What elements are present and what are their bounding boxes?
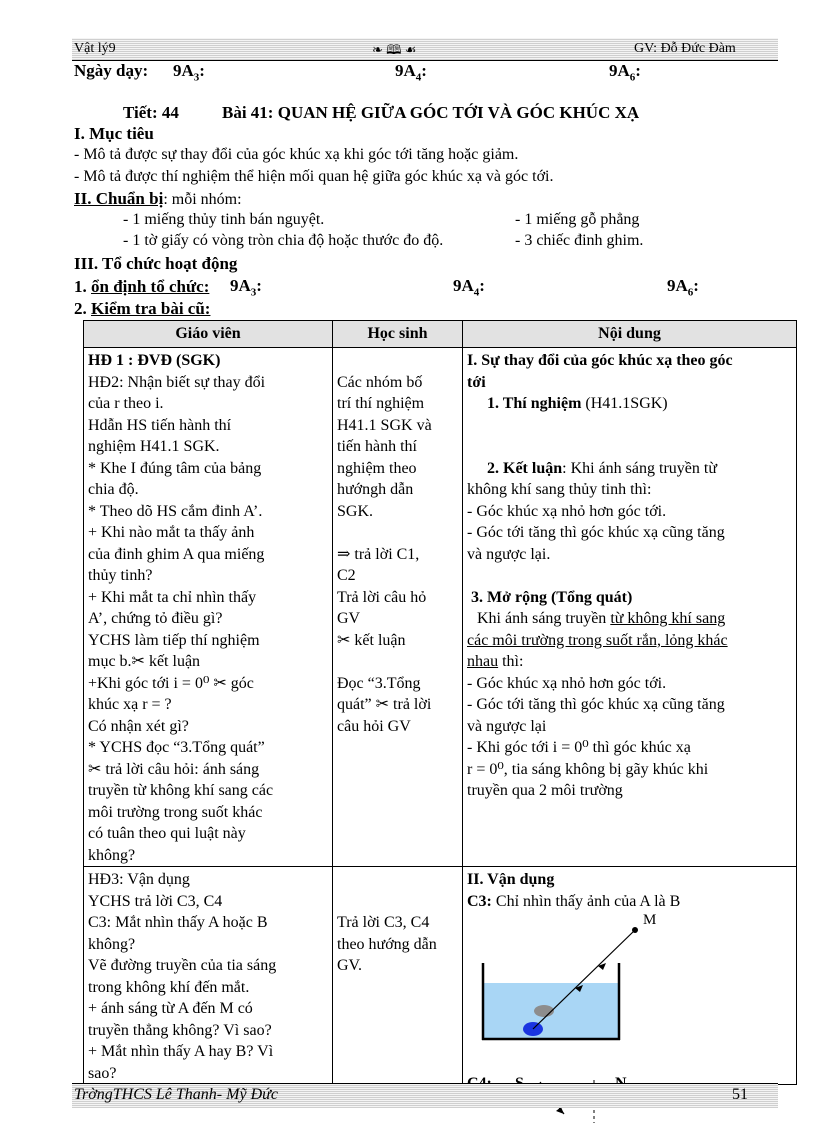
table-row: [84, 867, 797, 1085]
text-line: GV: [337, 610, 361, 627]
text-line: thủy tinh?: [88, 567, 153, 584]
text-line: + ánh sáng từ A đến M có: [88, 1000, 253, 1017]
class-1: $9A_3$:: [173, 61, 205, 84]
text-line: và ngược lại.: [467, 545, 551, 563]
text-line: không khí sang thủy tinh thì:: [467, 481, 652, 498]
text-line: tiến hành thí: [337, 438, 417, 455]
c3-answer: C3: Chỉ nhìn thấy ảnh của A là B: [467, 892, 681, 910]
general-line: nhau thì:: [467, 653, 524, 670]
text-line: trong không khí đến mắt.: [88, 978, 250, 996]
student-cell-1: [333, 348, 463, 867]
text-line: + Mắt nhìn thấy A hay B? Vì: [88, 1043, 274, 1060]
text-line: Có nhận xét gì?: [88, 717, 189, 735]
text-line: nghiệm theo: [337, 459, 417, 477]
text-line: của r theo i.: [88, 395, 164, 412]
text-line: quát” ✂ trả lời: [337, 696, 432, 713]
text-line: A’, chứng tỏ điều gì?: [88, 610, 223, 627]
content-cell-2: [463, 867, 797, 1085]
text-line: sao?: [88, 1064, 117, 1082]
page-header: [72, 38, 778, 61]
table-header-row: [84, 321, 797, 348]
teaching-day-label: Ngày dạy:: [74, 61, 149, 80]
text-line: Hdẫn HS tiến hành thí: [88, 416, 232, 434]
lesson-table: [83, 320, 797, 1085]
text-line: C2: [337, 567, 356, 584]
text-line: có tuân theo qui luật này: [88, 825, 246, 842]
text-line: * Khe I đúng tâm của bảng: [88, 459, 262, 477]
class-2: $9A_4$:: [395, 61, 427, 84]
text-line: môi trường trong suốt khác: [88, 803, 263, 821]
content-heading: I. Sự thay đổi của góc khúc xạ theo góc: [467, 352, 733, 369]
section-prep: II. Chuẩn bị: mỗi nhóm:: [74, 189, 242, 208]
col-header-content: Nội dung: [463, 321, 797, 348]
label-m: M: [643, 912, 657, 928]
table-row: [84, 348, 797, 867]
text-line: C3: Mắt nhìn thấy A hoặc B: [88, 914, 268, 931]
page-footer: [72, 1083, 778, 1108]
text-line: [337, 651, 458, 673]
text-line: - Khi góc tới i = 0⁰ thì góc khúc xạ: [467, 739, 691, 756]
c3-figure: [463, 907, 797, 1067]
text-line: [337, 350, 458, 372]
section-activities-title: III. Tổ chức hoạt động: [74, 254, 238, 273]
general-line: các môi trường trong suốt rắn, lỏng khác: [467, 631, 728, 649]
text-line: GV.: [337, 957, 363, 974]
text-line: + Khi nào mắt ta thấy ảnh: [88, 524, 255, 541]
text-line: SGK.: [337, 502, 374, 520]
text-line: câu hỏi GV: [337, 717, 411, 735]
general-heading: 3. Mở rộng (Tổng quát): [471, 588, 633, 606]
conclusion-line: 2. Kết luận: Khi ánh sáng truyền từ: [487, 459, 717, 477]
text-line: không?: [88, 846, 136, 864]
period: Tiết: 44: [123, 103, 179, 122]
subject: Vật lý9: [74, 41, 116, 56]
text-line: không?: [88, 935, 136, 953]
text-line: ⇒ trả lời C1,: [337, 545, 420, 563]
content-cell-1: [463, 348, 797, 867]
col-header-teacher: Giáo viên: [84, 321, 333, 348]
teacher-name: GV: Đỗ Đức Đàm: [634, 41, 736, 56]
text-line: * YCHS đọc “3.Tổng quát”: [88, 739, 265, 756]
objective-1: - Mô tả được sự thay đổi của góc khúc xạ khi góc tới tăng hoặc giảm.: [74, 146, 519, 163]
text-line: Vẽ đường truyền của tia sáng: [88, 957, 277, 974]
text-line: YCHS trả lời C3, C4: [88, 892, 223, 910]
prep-item-3: - 1 tờ giấy có vòng tròn chia độ hoặc thước đo độ.: [123, 232, 444, 249]
text-line: và ngược lại: [467, 717, 547, 735]
text-line: YCHS làm tiếp thí nghiệm: [88, 631, 260, 649]
text-line: HĐ2: Nhận biết sự thay đổi: [88, 373, 266, 391]
text-line: r = 0⁰, tia sáng không bị gãy khúc khi: [467, 760, 709, 778]
text-line: - Góc khúc xạ nhỏ hơn góc tới.: [467, 674, 667, 692]
prep-item-1: - 1 miếng thủy tinh bán nguyệt.: [123, 211, 325, 228]
text-line: truyền qua 2 môi trường: [467, 782, 623, 799]
text-line: - Góc khúc xạ nhỏ hơn góc tới.: [467, 502, 667, 520]
teacher-cell-1: [84, 348, 333, 867]
text-line: Các nhóm bố: [337, 373, 423, 391]
text-line: mục b.✂ kết luận: [88, 653, 201, 670]
lesson-title: Bài 41: QUAN HỆ GIỮA GÓC TỚI VÀ GÓC KHÚC XẠ: [222, 103, 640, 122]
text-line: HĐ3: Vận dụng: [88, 871, 190, 888]
check-label: 2. Kiểm tra bài cũ:: [74, 299, 211, 318]
text-line: Đọc “3.Tổng: [337, 674, 421, 692]
text-line: chia độ.: [88, 481, 139, 498]
text-line: theo hướng dẫn: [337, 935, 437, 953]
eye-m: [632, 927, 638, 933]
text-line: - Góc tới tăng thì góc khúc xạ cũng tăng: [467, 524, 725, 541]
text-line: truyền từ không khí sang các: [88, 782, 274, 799]
text-line: [337, 522, 458, 544]
student-cell-2: [333, 867, 463, 1085]
text-line: của đinh ghim A qua miếng: [88, 545, 265, 563]
text-line: truyền thẳng không? Vì sao?: [88, 1021, 272, 1039]
content-heading-cont: tới: [467, 373, 486, 391]
text-line: ✂ kết luận: [337, 631, 406, 649]
text-line: ✂ trả lời câu hỏi: ánh sáng: [88, 760, 260, 778]
text-line: Trả lời câu hỏ: [337, 588, 427, 606]
org-class-2: $9A_4$:: [453, 276, 485, 299]
org-class-3: $9A_6$:: [667, 276, 699, 299]
text-line: Trả lời C3, C4: [337, 914, 430, 931]
prep-item-4: - 3 chiếc đinh ghim.: [515, 232, 644, 249]
class-3: $9A_6$:: [609, 61, 641, 84]
general-line: Khi ánh sáng truyền từ không khí sang: [477, 610, 726, 627]
page-number: 51: [732, 1086, 748, 1103]
org-label: 1. ổn định tổ chức:: [74, 277, 210, 296]
text-line: nghiệm H41.1 SGK.: [88, 438, 220, 455]
org-class-1: $9A_3$:: [230, 276, 262, 299]
ornament-icon: ❧ 🕮 ☙: [372, 42, 417, 57]
experiment-line: 1. Thí nghiệm (H41.1SGK): [487, 395, 668, 412]
text-line: trí thí nghiệm: [337, 395, 425, 412]
text-line: H41.1 SGK và: [337, 416, 432, 434]
text-line: hướngh dẫn: [337, 481, 414, 498]
text-line: - Góc tới tăng thì góc khúc xạ cũng tăng: [467, 696, 725, 713]
section-objectives-title: I. Mục tiêu: [74, 124, 154, 143]
objective-2: - Mô tả được thí nghiệm thể hiện mối quan hệ giữa góc khúc xạ và góc tới.: [74, 168, 554, 185]
text-line: + Khi mắt ta chỉ nhìn thấy: [88, 588, 257, 606]
prep-item-2: - 1 miếng gỗ phẳng: [515, 211, 640, 228]
text-line: khúc xạ r = ?: [88, 696, 172, 713]
text-line: * Theo dõ HS cắm đinh A’.: [88, 502, 263, 520]
text-line: HĐ 1 : ĐVĐ (SGK): [88, 352, 221, 369]
col-header-student: Học sinh: [333, 321, 463, 348]
teacher-cell-2: [84, 867, 333, 1085]
text-line: +Khi góc tới i = 0⁰ ✂ góc: [88, 674, 254, 692]
apply-heading: II. Vận dụng: [467, 871, 555, 888]
school-name: TrờngTHCS Lê Thanh- Mỹ Đức: [74, 1086, 278, 1103]
